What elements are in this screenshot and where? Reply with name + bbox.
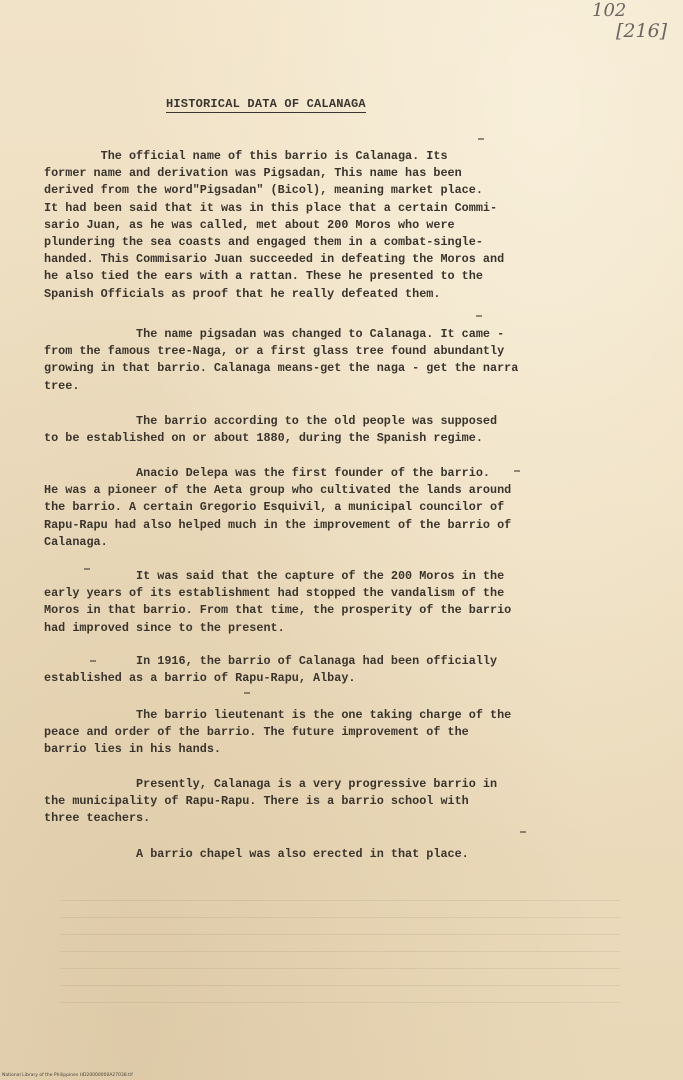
page-number-bracket: [216] [616, 20, 668, 42]
stray-mark [478, 138, 484, 140]
stray-mark [244, 692, 250, 694]
page-number-top: 102 [592, 0, 627, 21]
archive-footer: National Library of the Philippines HD20000000A27038.tif [2, 1073, 133, 1078]
stray-mark [520, 831, 526, 833]
paragraph-chapel: A barrio chapel was also erected in that place. [44, 847, 469, 861]
paragraph-name-change: The name pigsadan was changed to Calanaga. It came - from the famous tree-Naga, or a first glass tree found abundantly growing in that barrio. Calanaga means-get the naga - get the narra tree. [44, 327, 519, 393]
paragraph-establishment: The barrio according to the old people was supposed to be established on or about 1880, during the Spanish regime. [44, 414, 498, 446]
paragraph-founder: Anacio Delepa was the first founder of the barrio. He was a pioneer of the Aeta group who cultivated the lands around the barrio. A certain Gregorio Esquivil, a municipal councilor of Rapu-Rapu had also helped much in the improvement of the barrio of Calanaga. [44, 466, 512, 549]
paragraph-lieutenant: The barrio lieutenant is the one taking charge of the peace and order of the barrio. The future improvement of the barrio lies in his hands. [44, 708, 512, 757]
paragraph-present-status: Presently, Calanaga is a very progressive barrio in the municipality of Rapu-Rapu. There is a barrio school with three teachers. [44, 777, 498, 826]
paragraph-name-origin: The official name of this barrio is Calanaga. Its former name and derivation was Pigsadan, This name has been derived from the word"Pigsadan" (Bicol), meaning market place. It had been said that it was in this place that a certain Commi- sario Juan, as he was called, met about 200 Moros who were plundering the sea coasts and engaged them in a combat-single- handed. This Commisario Juan succeeded in defeating the Moros and he also tied the ears with a rattan. These he presented to the Spanish Officials as proof that he really defeated them. [44, 149, 505, 301]
paragraph-moro-capture: It was said that the capture of the 200 Moros in the early years of its establishment had stopped the vandalism of the Moros in that barrio. From that time, the prosperity of the barrio had improved since to the present. [44, 569, 512, 635]
paragraph-official-establishment: In 1916, the barrio of Calanaga had been officially established as a barrio of Rapu-Rapu, Albay. [44, 654, 498, 686]
stray-mark [476, 315, 482, 317]
document-title: HISTORICAL DATA OF CALANAGA [166, 97, 366, 111]
bleed-through-shadow [60, 900, 620, 1010]
